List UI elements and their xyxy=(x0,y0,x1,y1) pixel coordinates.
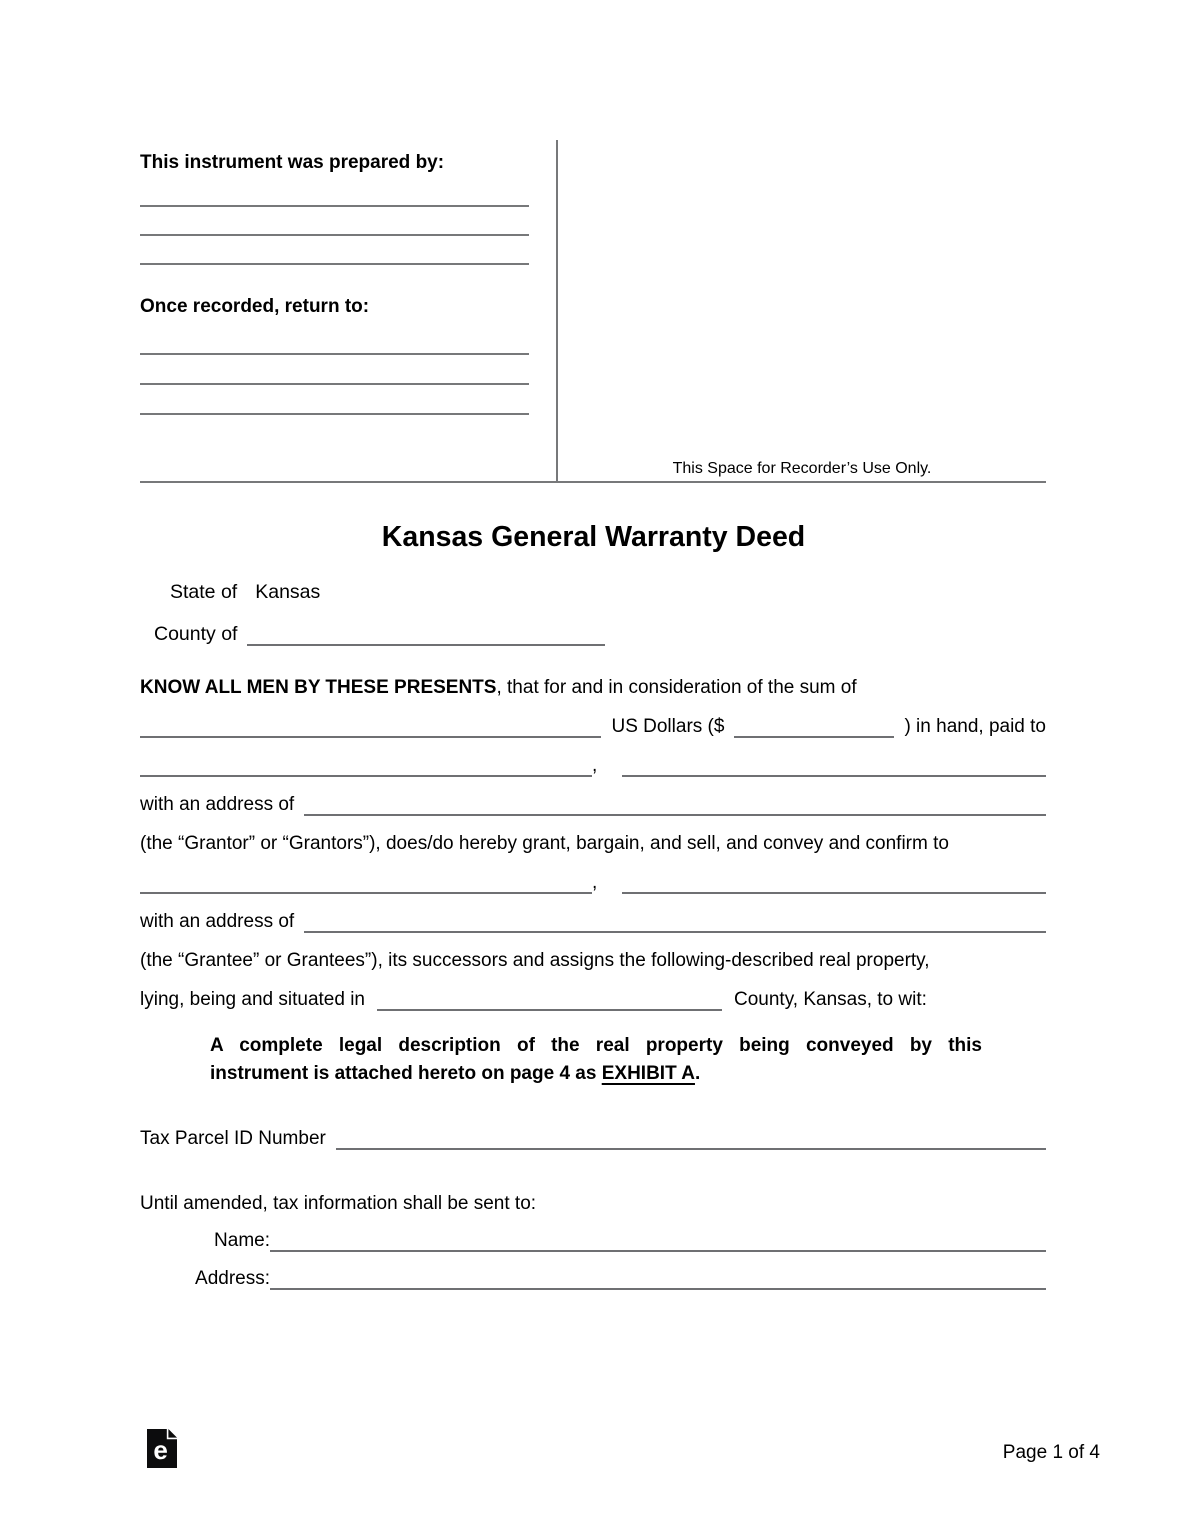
tax-name-row xyxy=(140,1220,1046,1252)
eforms-logo-svg xyxy=(147,1429,177,1468)
exhibit-line-1: A complete legal description of the real property being conveyed by this xyxy=(210,1035,982,1056)
return-to-line-2[interactable] xyxy=(140,355,529,385)
exhibit-line-2-text: instrument is attached hereto on page 4 as xyxy=(210,1062,602,1084)
grantor-address-blank[interactable] xyxy=(304,794,1046,816)
return-to-line-1[interactable] xyxy=(140,318,529,355)
recorder-use-area xyxy=(558,140,1046,481)
tax-address-row xyxy=(140,1258,1046,1290)
recorder-note: This Space for Recorder’s Use Only. xyxy=(672,460,932,477)
grantee-clause-text: (the “Grantee” or Grantees”), its successors and assigns the following-described real property, xyxy=(140,950,930,971)
grantor-name-blank-2[interactable] xyxy=(622,755,1046,777)
grantor-clause-line xyxy=(140,816,1046,855)
exhibit-line-2 xyxy=(210,1060,982,1088)
consideration-text: , that for and in consideration of the sum of xyxy=(496,677,857,698)
county-of-label: County of xyxy=(154,623,238,645)
grantee-name-blank-2[interactable] xyxy=(622,872,1046,894)
grantee-address-blank[interactable] xyxy=(304,911,1046,933)
until-amended-text: Until amended, tax information shall be sent to: xyxy=(140,1193,537,1214)
dollar-amount-blank[interactable] xyxy=(734,716,894,738)
tax-name-blank[interactable] xyxy=(270,1230,1046,1252)
page-number: Page 1 of 4 xyxy=(1002,1442,1100,1463)
grantor-name-blank-1[interactable] xyxy=(140,755,592,777)
header-left-column xyxy=(140,140,558,481)
eforms-logo-icon xyxy=(147,1429,177,1468)
recorder-header-box xyxy=(140,140,1046,483)
state-of-label: State of xyxy=(170,581,238,603)
legal-description-notice xyxy=(210,1032,982,1087)
situated-line xyxy=(140,972,1046,1011)
tax-address-blank[interactable] xyxy=(270,1268,1046,1290)
grantee-names-line xyxy=(140,855,1046,894)
state-value: Kansas xyxy=(255,581,321,603)
deed-body xyxy=(140,660,1046,1011)
situated-in-label: lying, being and situated in xyxy=(140,989,365,1010)
consideration-line xyxy=(140,660,1046,699)
county-of-blank[interactable] xyxy=(247,624,605,646)
sum-written-blank[interactable] xyxy=(140,716,601,738)
return-to-label: Once recorded, return to: xyxy=(140,296,370,317)
prepared-by-label: This instrument was prepared by: xyxy=(140,152,445,173)
tax-address-label: Address: xyxy=(195,1268,270,1289)
county-kansas-label: County, Kansas, to wit: xyxy=(734,989,927,1010)
state-row xyxy=(140,578,1046,604)
logo-letter: e xyxy=(153,1435,168,1465)
county-row xyxy=(140,616,1046,646)
tax-name-label: Name: xyxy=(214,1230,270,1251)
situated-county-blank[interactable] xyxy=(377,989,722,1011)
grantor-names-line xyxy=(140,738,1046,777)
in-hand-label: ) in hand, paid to xyxy=(904,716,1046,737)
know-all-men-text: KNOW ALL MEN BY THESE PRESENTS xyxy=(140,677,497,698)
jurisdiction-block xyxy=(140,578,1046,646)
tax-parcel-id-blank[interactable] xyxy=(336,1128,1046,1150)
prepared-by-line-2[interactable] xyxy=(140,207,529,236)
return-to-line-3[interactable] xyxy=(140,385,529,415)
comma-separator-1: , xyxy=(592,755,598,776)
tax-parcel-label: Tax Parcel ID Number xyxy=(140,1128,326,1149)
grantee-address-line xyxy=(140,894,1046,933)
exhibit-a-reference: EXHIBIT A xyxy=(601,1062,695,1084)
comma-separator-2: , xyxy=(592,872,598,893)
grantor-clause-text: (the “Grantor” or “Grantors”), does/do hereby grant, bargain, and sell, and convey and confirm to xyxy=(140,833,949,854)
prepared-by-line-3[interactable] xyxy=(140,236,529,265)
tax-parcel-row xyxy=(140,1110,1046,1150)
exhibit-period: . xyxy=(694,1062,701,1084)
grantee-name-blank-1[interactable] xyxy=(140,872,592,894)
us-dollars-label: US Dollars ($ xyxy=(611,716,725,737)
form-title: Kansas General Warranty Deed xyxy=(381,521,806,553)
grantee-address-label: with an address of xyxy=(140,911,295,932)
grantee-clause-line xyxy=(140,933,1046,972)
prepared-by-line-1[interactable] xyxy=(140,174,529,207)
dollars-line xyxy=(140,699,1046,738)
grantor-address-label: with an address of xyxy=(140,794,295,815)
grantor-address-line xyxy=(140,777,1046,816)
